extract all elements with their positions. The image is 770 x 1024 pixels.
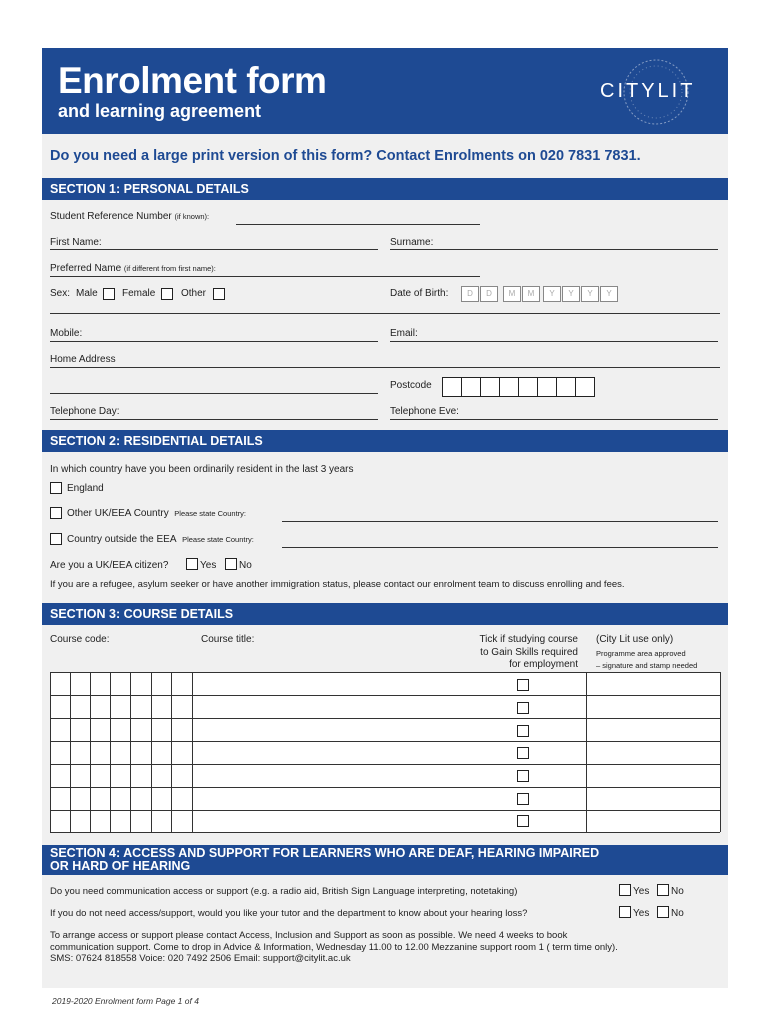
table-col xyxy=(192,672,193,832)
form-title: Enrolment form xyxy=(58,60,327,101)
table-col xyxy=(70,672,71,832)
table-col xyxy=(110,672,111,832)
other-uk-checkbox[interactable] xyxy=(50,507,62,519)
programme-approval-label: Programme area approved – signature and stamp needed xyxy=(596,649,698,670)
mobile-field[interactable] xyxy=(50,341,378,342)
hearing-yes-checkbox[interactable] xyxy=(619,906,631,918)
postcode-box[interactable] xyxy=(575,377,595,397)
address-line-1[interactable] xyxy=(50,367,720,368)
gain-skills-checkbox[interactable] xyxy=(517,770,529,782)
citizen-no-label: No xyxy=(239,560,252,571)
section1-header: SECTION 1: PERSONAL DETAILS xyxy=(42,178,728,200)
postcode-box[interactable] xyxy=(518,377,538,397)
gain-skills-checkbox[interactable] xyxy=(517,793,529,805)
dob-month-1[interactable]: M xyxy=(503,286,521,302)
access-yes-checkbox[interactable] xyxy=(619,884,631,896)
email-label: Email: xyxy=(390,328,418,339)
section4-header: SECTION 4: ACCESS AND SUPPORT FOR LEARNERS WHO ARE DEAF, HEARING IMPAIRED OR HARD OF HEARING xyxy=(42,845,728,875)
tel-eve-label: Telephone Eve: xyxy=(390,406,459,417)
access-yes-label: Yes xyxy=(633,886,650,897)
residency-question: In which country have you been ordinarily resident in the last 3 years xyxy=(50,464,354,475)
table-col xyxy=(50,672,51,832)
table-col xyxy=(151,672,152,832)
dob-year-4[interactable]: Y xyxy=(600,286,618,302)
citizen-question: Are you a UK/EEA citizen? xyxy=(50,560,169,571)
citizen-no-checkbox[interactable] xyxy=(225,558,237,570)
male-checkbox[interactable] xyxy=(103,288,115,300)
gain-skills-checkbox[interactable] xyxy=(517,702,529,714)
student-ref-label: Student Reference Number (if known): xyxy=(50,211,210,222)
dob-year-2[interactable]: Y xyxy=(562,286,580,302)
other-checkbox[interactable] xyxy=(213,288,225,300)
hearing-loss-question: If you do not need access/support, would you like your tutor and the department to know about your hearing loss? xyxy=(50,908,528,919)
england-label: England xyxy=(67,483,104,494)
postcode-label: Postcode xyxy=(390,380,432,391)
gain-skills-checkbox[interactable] xyxy=(517,815,529,827)
dob-month-2[interactable]: M xyxy=(522,286,540,302)
table-col xyxy=(130,672,131,832)
dob-year-1[interactable]: Y xyxy=(543,286,561,302)
dob-year-3[interactable]: Y xyxy=(581,286,599,302)
other-uk-label: Other UK/EEA Country Please state Country: xyxy=(67,508,246,519)
refugee-note: If you are a refugee, asylum seeker or have another immigration status, please contact our enrolment team to discuss enrolling and fees. xyxy=(50,579,625,590)
postcode-box[interactable] xyxy=(537,377,557,397)
access-no-label: No xyxy=(671,886,684,897)
female-checkbox[interactable] xyxy=(161,288,173,300)
access-question: Do you need communication access or support (e.g. a radio aid, British Sign Language interpreting, notetaking) xyxy=(50,886,518,897)
divider xyxy=(50,313,720,314)
tel-eve-field[interactable] xyxy=(390,419,718,420)
access-info: To arrange access or support please contact Access, Inclusion and Support as soon as possible. We need 4 weeks to book communication support. Come to drop in Advice & Information, Wednesday 11.00 to 12.00 Mezzanine support room 1 ( term time only). SMS: 07624 818558 Voice: 020 7492 2506 Email: support@citylit.ac.uk xyxy=(50,930,618,964)
gain-skills-checkbox[interactable] xyxy=(517,679,529,691)
citizen-yes-label: Yes xyxy=(200,560,217,571)
email-field[interactable] xyxy=(390,341,718,342)
postcode-box[interactable] xyxy=(556,377,576,397)
male-label: Male xyxy=(76,288,98,299)
page-footer: 2019-2020 Enrolment form Page 1 of 4 xyxy=(52,996,199,1006)
table-col xyxy=(586,672,587,832)
sex-label: Sex: xyxy=(50,288,71,299)
other-label: Other xyxy=(181,288,207,299)
dob-day-1[interactable]: D xyxy=(461,286,479,302)
access-no-checkbox[interactable] xyxy=(657,884,669,896)
postcode-box[interactable] xyxy=(480,377,500,397)
table-row xyxy=(50,832,720,833)
course-code-label: Course code: xyxy=(50,634,110,645)
section3-header: SECTION 3: COURSE DETAILS xyxy=(42,603,728,625)
dob-label: Date of Birth: xyxy=(390,288,449,299)
section2-header: SECTION 2: RESIDENTIAL DETAILS xyxy=(42,430,728,452)
large-print-notice: Do you need a large print version of this form? Contact Enrolments on 020 7831 7831. xyxy=(50,148,641,164)
form-subtitle: and learning agreement xyxy=(58,101,262,121)
first-name-field[interactable] xyxy=(50,249,378,250)
first-name-label: First Name: xyxy=(50,237,102,248)
course-title-label: Course title: xyxy=(201,634,255,645)
postcode-box[interactable] xyxy=(461,377,481,397)
outside-eea-country-field[interactable] xyxy=(282,547,718,548)
gain-skills-checkbox[interactable] xyxy=(517,747,529,759)
preferred-name-label: Preferred Name (if different from first name): xyxy=(50,263,216,274)
citizen-yes-checkbox[interactable] xyxy=(186,558,198,570)
table-col xyxy=(720,672,721,832)
outside-eea-label: Country outside the EEA Please state Country: xyxy=(67,534,254,545)
home-address-label: Home Address xyxy=(50,354,116,365)
tel-day-label: Telephone Day: xyxy=(50,406,120,417)
surname-label: Surname: xyxy=(390,237,434,248)
citylit-logo-text: CITYLIT xyxy=(600,80,696,102)
other-uk-country-field[interactable] xyxy=(282,521,718,522)
mobile-label: Mobile: xyxy=(50,328,83,339)
england-checkbox[interactable] xyxy=(50,482,62,494)
tel-day-field[interactable] xyxy=(50,419,378,420)
gain-skills-label: Tick if studying course to Gain Skills required for employment xyxy=(479,634,578,670)
outside-eea-checkbox[interactable] xyxy=(50,533,62,545)
table-col xyxy=(171,672,172,832)
table-col xyxy=(90,672,91,832)
citylit-use-label: (City Lit use only) xyxy=(596,634,674,645)
dob-day-2[interactable]: D xyxy=(480,286,498,302)
student-ref-field[interactable] xyxy=(236,224,480,225)
hearing-no-checkbox[interactable] xyxy=(657,906,669,918)
preferred-name-field[interactable] xyxy=(50,276,480,277)
postcode-box[interactable] xyxy=(442,377,462,397)
gain-skills-checkbox[interactable] xyxy=(517,725,529,737)
hearing-no-label: No xyxy=(671,908,684,919)
postcode-box[interactable] xyxy=(499,377,519,397)
female-label: Female xyxy=(122,288,156,299)
address-line-2[interactable] xyxy=(50,393,378,394)
hearing-yes-label: Yes xyxy=(633,908,650,919)
surname-field[interactable] xyxy=(390,249,718,250)
